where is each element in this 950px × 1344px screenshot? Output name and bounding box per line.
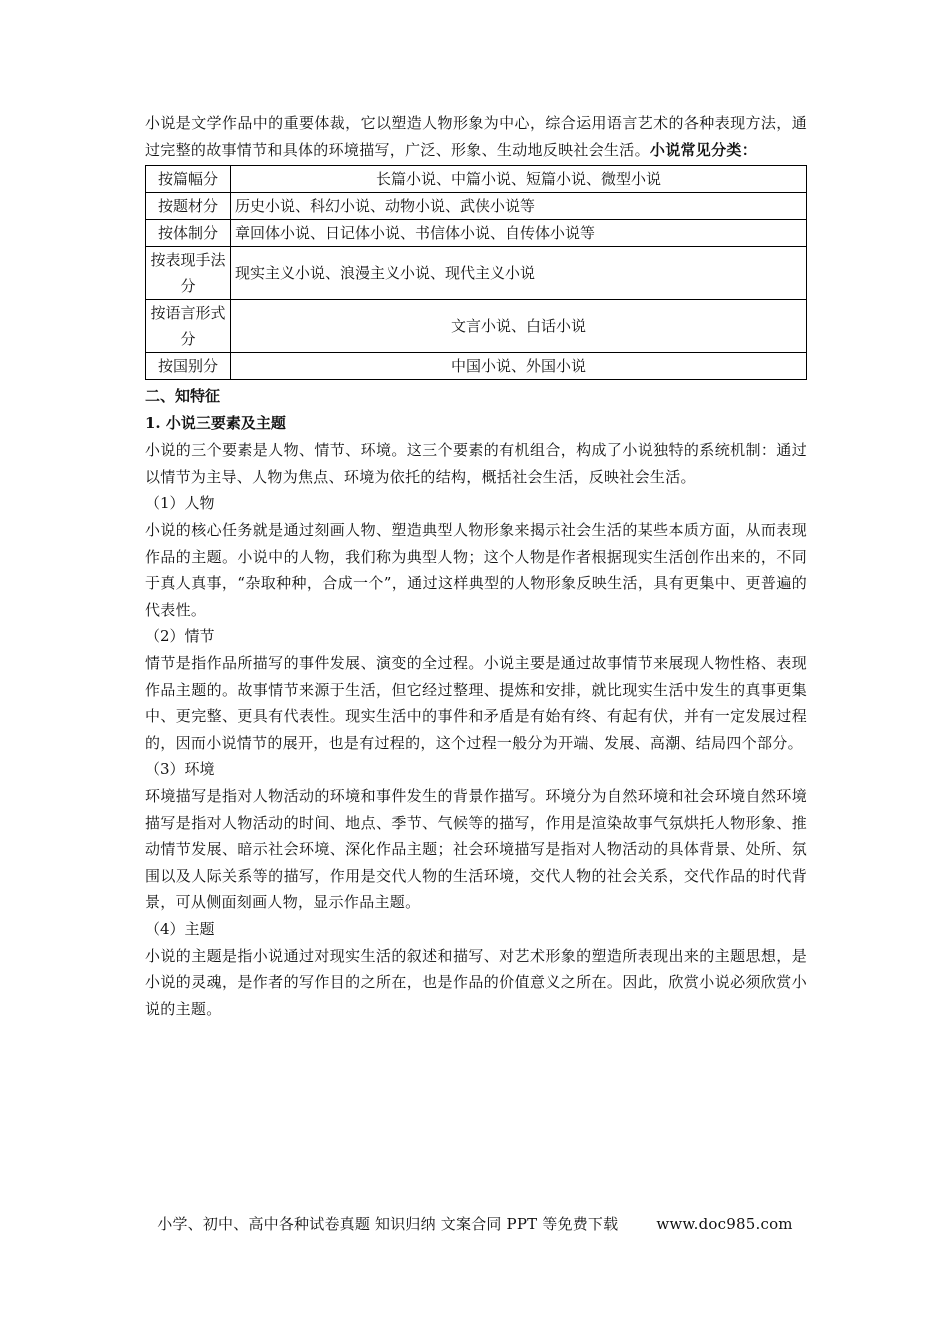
document-page bbox=[145, 110, 807, 1022]
footer-text: 小学、初中、高中各种试卷真题 知识归纳 文案合同 PPT 等免费下载 bbox=[157, 1215, 619, 1233]
elements-intro: 小说的三个要素是人物、情节、环境。这三个要素的有机组合，构成了小说独特的系统机制：通过以情节为主导、人物为焦点、环境为依托的结构，概括社会生活，反映社会生活。 bbox=[145, 441, 807, 486]
item-label-environment: （3）环境 bbox=[145, 760, 215, 778]
intro-bold-text: 小说常见分类： bbox=[649, 140, 758, 159]
classification-table bbox=[145, 165, 807, 380]
table-key: 按语言形式分 bbox=[146, 300, 231, 353]
table-value: 文言小说、白话小说 bbox=[231, 300, 807, 353]
table-key: 按体制分 bbox=[146, 220, 231, 247]
table-value: 长篇小说、中篇小说、短篇小说、微型小说 bbox=[231, 166, 807, 193]
item-label-theme: （4）主题 bbox=[145, 919, 215, 938]
section-heading: 二、知特征 bbox=[145, 387, 221, 405]
table-row bbox=[146, 220, 807, 247]
table-key: 按国别分 bbox=[146, 353, 231, 380]
item-label-character: （1）人物 bbox=[145, 494, 215, 512]
table-value: 中国小说、外国小说 bbox=[231, 353, 807, 380]
item-text-environment: 环境描写是指对人物活动的环境和事件发生的背景作描写。环境分为自然环境和社会环境自然环境描写是指对人物活动的时间、地点、季节、气候等的描写，作用是渲染故事气氛烘托人物形象、推动情节发展、暗示社会环境、深化作品主题；社会环境描写是指对人物活动的具体背景、处所、氛围以及人际关系等的描写，作用是交代人物的生活环境，交代人物的社会关系，交代作品的时代背景，可从侧面刻画人物，显示作品主题。 bbox=[145, 787, 807, 911]
table-value: 历史小说、科幻小说、动物小说、武侠小说等 bbox=[231, 193, 807, 220]
table-value: 章回体小说、日记体小说、书信体小说、自传体小说等 bbox=[231, 220, 807, 247]
table-row bbox=[146, 247, 807, 300]
item-text-theme: 小说的主题是指小说通过对现实生活的叙述和描写、对艺术形象的塑造所表现出来的主题思想，是小说的灵魂，是作者的写作目的之所在，也是作品的价值意义之所在。因此，欣赏小说必须欣赏小说的主题。 bbox=[145, 946, 807, 1018]
table-key: 按篇幅分 bbox=[146, 166, 231, 193]
intro-text: 小说是文学作品中的重要体裁，它以塑造人物形象为中心，综合运用语言艺术的各种表现方法，通过完整的故事情节和具体的环境描写，广泛、形象、生动地反映社会生活。 bbox=[145, 114, 807, 159]
subsection-heading: 1. 小说三要素及主题 bbox=[145, 414, 286, 432]
item-text-character: 小说的核心任务就是通过刻画人物、塑造典型人物形象来揭示社会生活的某些本质方面，从而表现作品的主题。小说中的人物，我们称为典型人物；这个人物是作者根据现实生活创作出来的，不同于真人真事，“杂取种种，合成一个”，通过这样典型的人物形象反映生活，具有更集中、更普遍的代表性。 bbox=[145, 521, 807, 619]
table-row bbox=[146, 353, 807, 380]
page-footer bbox=[0, 1213, 950, 1234]
table-value: 现实主义小说、浪漫主义小说、现代主义小说 bbox=[231, 247, 807, 300]
intro-paragraph bbox=[145, 110, 807, 163]
table-row bbox=[146, 166, 807, 193]
item-label-plot: （2）情节 bbox=[145, 627, 215, 645]
table-row bbox=[146, 193, 807, 220]
footer-url[interactable]: www.doc985.com bbox=[656, 1215, 793, 1233]
table-row bbox=[146, 300, 807, 353]
table-key: 按表现手法分 bbox=[146, 247, 231, 300]
table-key: 按题材分 bbox=[146, 193, 231, 220]
item-text-plot: 情节是指作品所描写的事件发展、演变的全过程。小说主要是通过故事情节来展现人物性格、表现作品主题的。故事情节来源于生活，但它经过整理、提炼和安排，就比现实生活中发生的真事更集中、更完整、更具有代表性。现实生活中的事件和矛盾是有始有终、有起有伏，并有一定发展过程的，因而小说情节的展开，也是有过程的，这个过程一般分为开端、发展、高潮、结局四个部分。 bbox=[145, 654, 807, 752]
